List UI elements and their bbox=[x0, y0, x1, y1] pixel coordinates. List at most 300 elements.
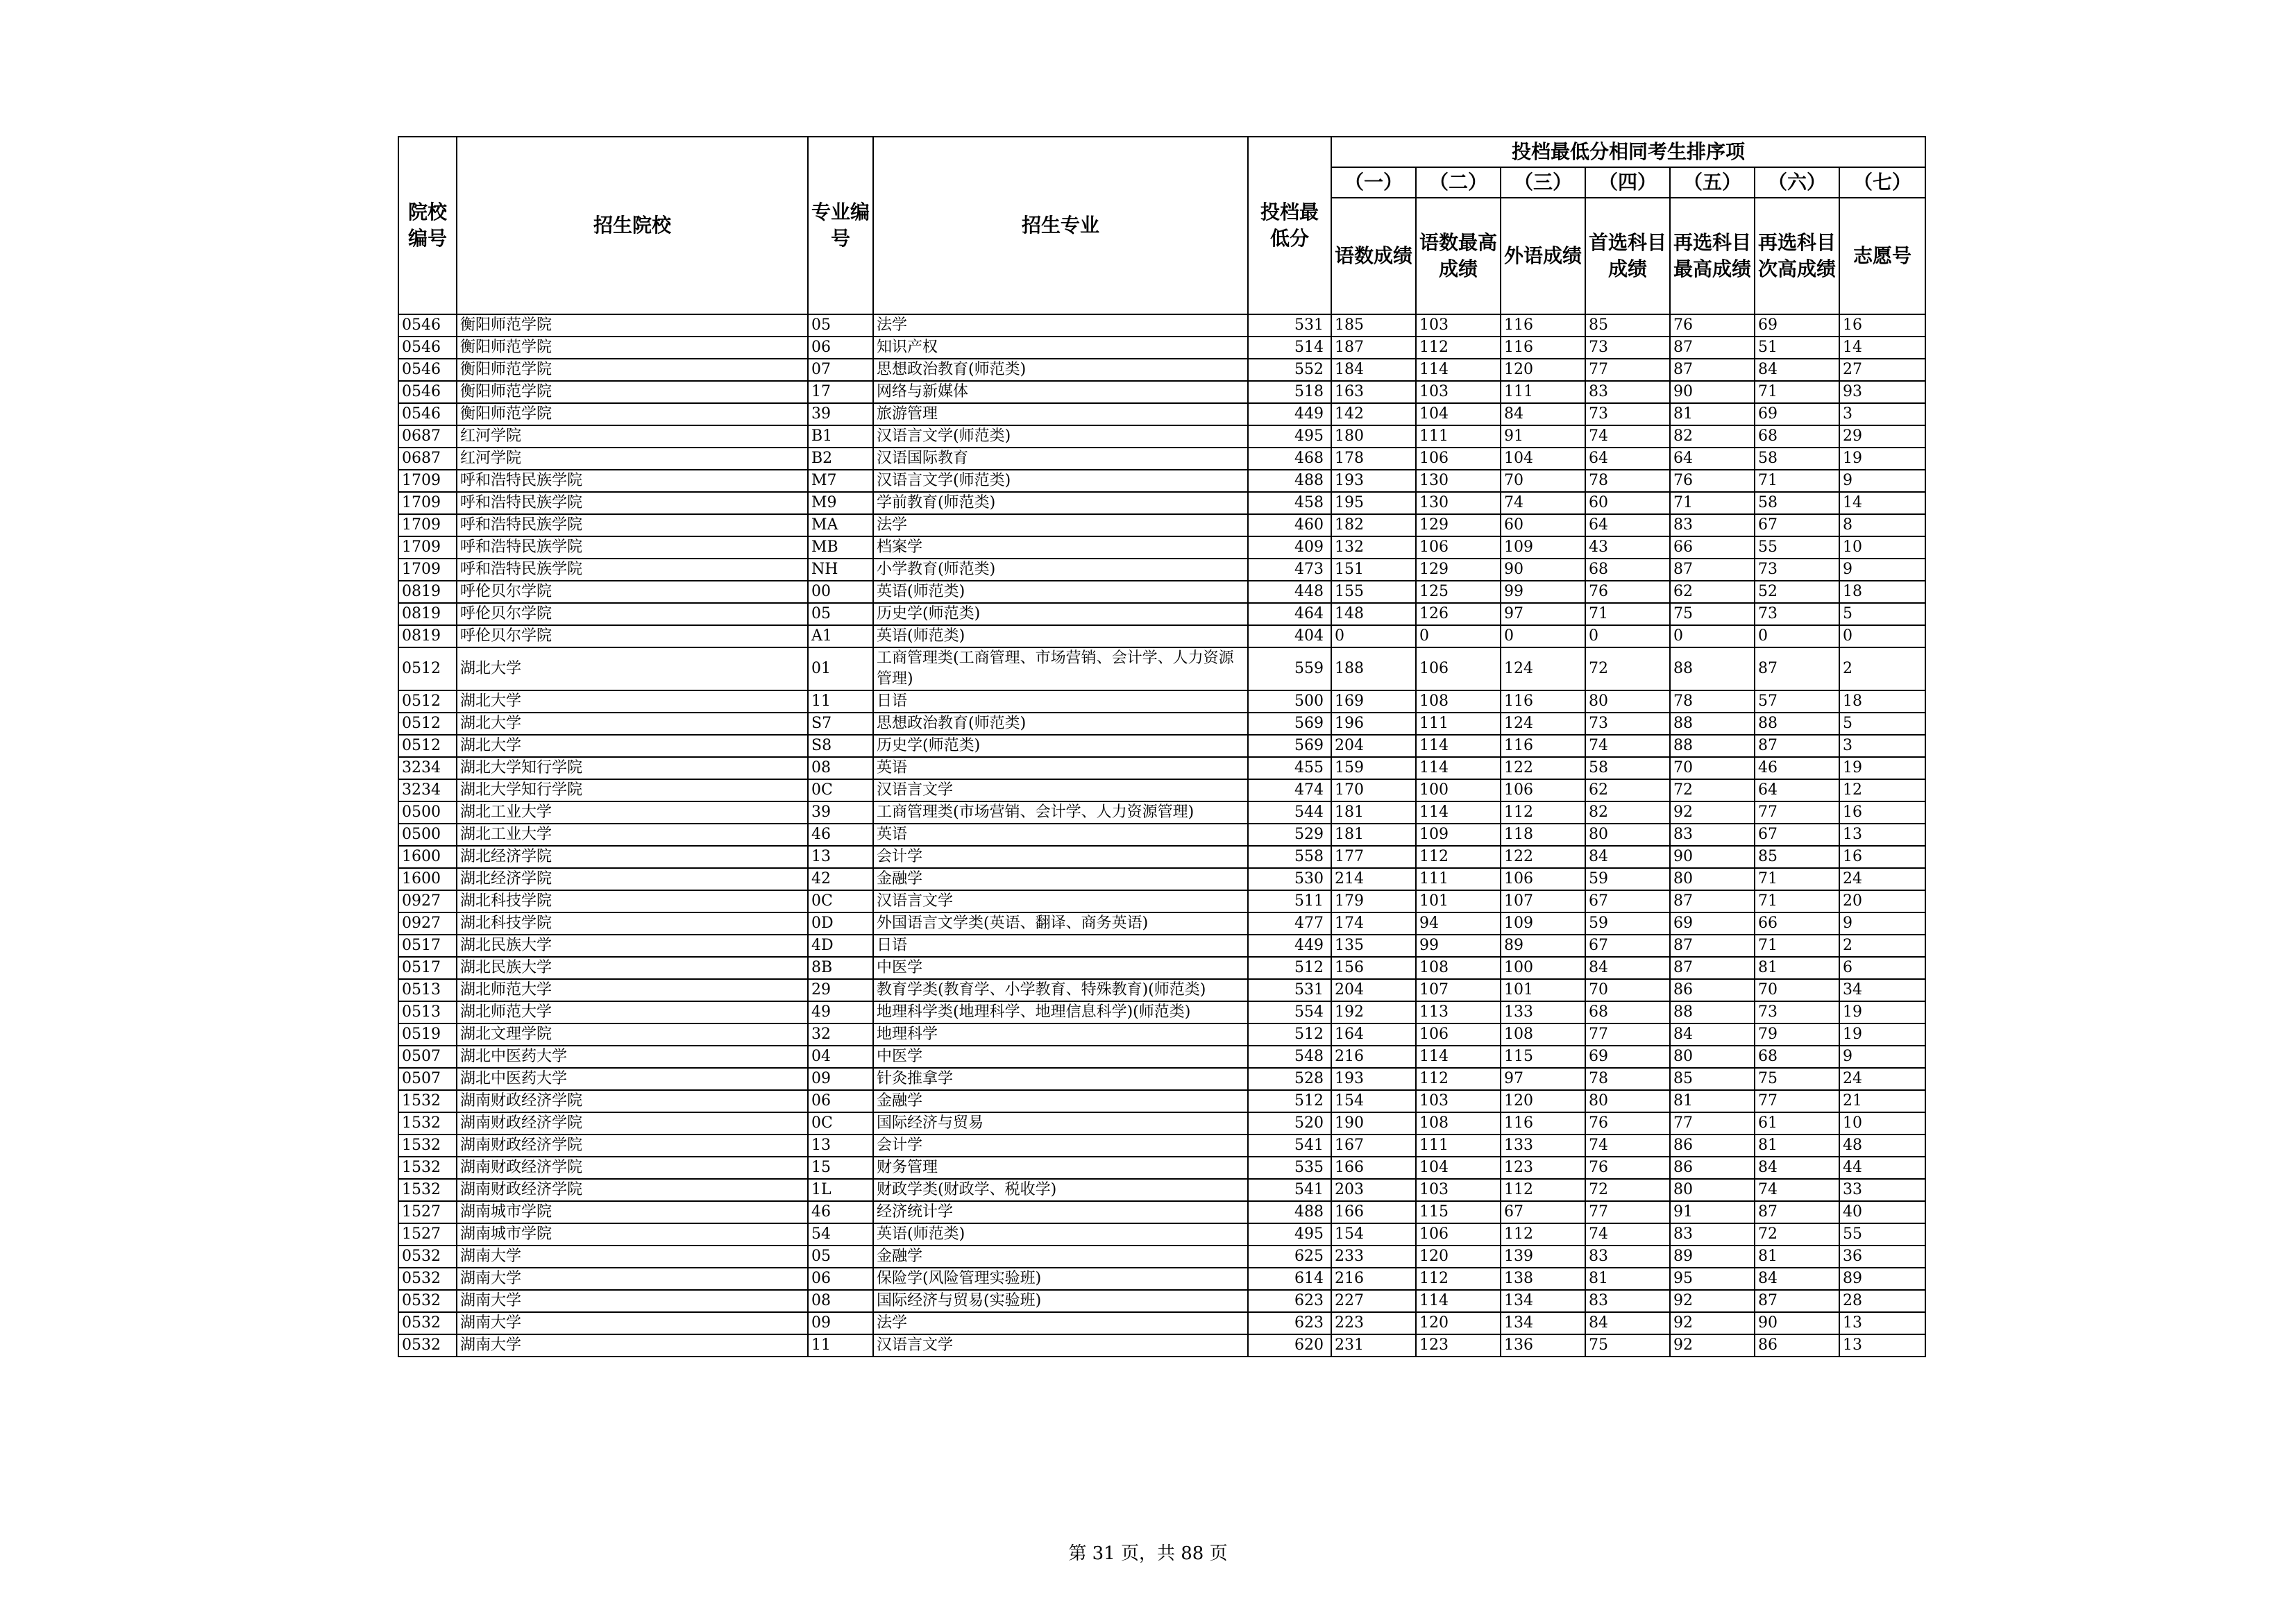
header-num-3: （三） bbox=[1501, 167, 1585, 198]
cell-school-name: 湖北文理学院 bbox=[457, 1023, 808, 1046]
cell-major-code: B1 bbox=[808, 425, 873, 448]
cell-min-score: 535 bbox=[1248, 1157, 1331, 1179]
cell-min-score: 531 bbox=[1248, 979, 1331, 1001]
cell-chinese-math-max: 104 bbox=[1416, 403, 1501, 425]
cell-school-name: 湖北民族大学 bbox=[457, 957, 808, 979]
cell-first-subject: 84 bbox=[1585, 846, 1670, 868]
cell-school-name: 红河学院 bbox=[457, 448, 808, 470]
cell-foreign-language: 90 bbox=[1501, 559, 1585, 581]
cell-chinese-math-max: 114 bbox=[1416, 801, 1501, 824]
cell-second-subject-next: 0 bbox=[1755, 625, 1839, 647]
cell-school-name: 湖南大学 bbox=[457, 1246, 808, 1268]
cell-chinese-math-max: 112 bbox=[1416, 846, 1501, 868]
header-sub-chinese-math: 语数成绩 bbox=[1331, 198, 1416, 314]
cell-min-score: 529 bbox=[1248, 824, 1331, 846]
cell-min-score: 473 bbox=[1248, 559, 1331, 581]
cell-second-subject-next: 77 bbox=[1755, 801, 1839, 824]
cell-choice-number: 14 bbox=[1839, 337, 1925, 359]
cell-choice-number: 13 bbox=[1839, 824, 1925, 846]
cell-school-name: 湖南大学 bbox=[457, 1312, 808, 1334]
cell-first-subject: 84 bbox=[1585, 1312, 1670, 1334]
cell-first-subject: 83 bbox=[1585, 1290, 1670, 1312]
cell-major-name: 汉语言文学 bbox=[873, 1334, 1248, 1357]
cell-choice-number: 18 bbox=[1839, 581, 1925, 603]
cell-second-subject-next: 86 bbox=[1755, 1334, 1839, 1357]
cell-choice-number: 24 bbox=[1839, 868, 1925, 890]
cell-second-subject-max: 70 bbox=[1670, 757, 1755, 779]
cell-first-subject: 76 bbox=[1585, 1157, 1670, 1179]
cell-foreign-language: 118 bbox=[1501, 824, 1585, 846]
cell-major-name: 英语(师范类) bbox=[873, 625, 1248, 647]
cell-second-subject-max: 81 bbox=[1670, 403, 1755, 425]
cell-school-code: 0546 bbox=[398, 314, 457, 337]
cell-second-subject-next: 71 bbox=[1755, 470, 1839, 492]
cell-school-name: 湖北中医药大学 bbox=[457, 1046, 808, 1068]
cell-major-code: 07 bbox=[808, 359, 873, 381]
cell-min-score: 495 bbox=[1248, 1223, 1331, 1246]
cell-school-code: 0927 bbox=[398, 890, 457, 912]
cell-major-name: 思想政治教育(师范类) bbox=[873, 359, 1248, 381]
cell-major-name: 历史学(师范类) bbox=[873, 735, 1248, 757]
cell-min-score: 477 bbox=[1248, 912, 1331, 935]
table-row bbox=[398, 1090, 1925, 1112]
table-row bbox=[398, 536, 1925, 559]
cell-second-subject-max: 88 bbox=[1670, 713, 1755, 735]
cell-major-code: 8B bbox=[808, 957, 873, 979]
cell-choice-number: 33 bbox=[1839, 1179, 1925, 1201]
cell-major-name: 英语(师范类) bbox=[873, 1223, 1248, 1246]
cell-major-name: 汉语言文学(师范类) bbox=[873, 470, 1248, 492]
cell-chinese-math: 185 bbox=[1331, 314, 1416, 337]
cell-major-name: 日语 bbox=[873, 690, 1248, 713]
cell-min-score: 495 bbox=[1248, 425, 1331, 448]
cell-second-subject-next: 73 bbox=[1755, 1001, 1839, 1023]
cell-chinese-math: 204 bbox=[1331, 979, 1416, 1001]
cell-second-subject-next: 46 bbox=[1755, 757, 1839, 779]
cell-school-name: 衡阳师范学院 bbox=[457, 381, 808, 403]
cell-second-subject-next: 64 bbox=[1755, 779, 1839, 801]
cell-second-subject-max: 91 bbox=[1670, 1201, 1755, 1223]
cell-school-code: 0519 bbox=[398, 1023, 457, 1046]
cell-second-subject-next: 55 bbox=[1755, 536, 1839, 559]
cell-school-code: 0512 bbox=[398, 735, 457, 757]
cell-chinese-math-max: 99 bbox=[1416, 935, 1501, 957]
cell-major-name: 教育学类(教育学、小学教育、特殊教育)(师范类) bbox=[873, 979, 1248, 1001]
cell-foreign-language: 133 bbox=[1501, 1135, 1585, 1157]
cell-school-name: 呼和浩特民族学院 bbox=[457, 470, 808, 492]
cell-min-score: 404 bbox=[1248, 625, 1331, 647]
cell-school-code: 1532 bbox=[398, 1090, 457, 1112]
cell-chinese-math: 166 bbox=[1331, 1201, 1416, 1223]
cell-chinese-math: 166 bbox=[1331, 1157, 1416, 1179]
cell-major-code: M9 bbox=[808, 492, 873, 514]
header-sub-chinese-math-max: 语数最高成绩 bbox=[1416, 198, 1501, 314]
cell-first-subject: 73 bbox=[1585, 713, 1670, 735]
cell-choice-number: 27 bbox=[1839, 359, 1925, 381]
cell-first-subject: 82 bbox=[1585, 801, 1670, 824]
cell-chinese-math: 142 bbox=[1331, 403, 1416, 425]
cell-school-code: 0500 bbox=[398, 801, 457, 824]
table-row bbox=[398, 425, 1925, 448]
cell-second-subject-max: 92 bbox=[1670, 801, 1755, 824]
cell-second-subject-max: 81 bbox=[1670, 1090, 1755, 1112]
cell-first-subject: 74 bbox=[1585, 425, 1670, 448]
cell-first-subject: 64 bbox=[1585, 448, 1670, 470]
header-school-code: 院校编号 bbox=[398, 137, 457, 314]
table-row bbox=[398, 735, 1925, 757]
cell-chinese-math-max: 108 bbox=[1416, 1112, 1501, 1135]
cell-min-score: 409 bbox=[1248, 536, 1331, 559]
cell-school-name: 衡阳师范学院 bbox=[457, 314, 808, 337]
table-row bbox=[398, 1246, 1925, 1268]
cell-second-subject-next: 67 bbox=[1755, 824, 1839, 846]
table-row bbox=[398, 603, 1925, 625]
cell-second-subject-max: 66 bbox=[1670, 536, 1755, 559]
cell-choice-number: 3 bbox=[1839, 735, 1925, 757]
cell-chinese-math-max: 130 bbox=[1416, 470, 1501, 492]
cell-min-score: 488 bbox=[1248, 470, 1331, 492]
cell-second-subject-max: 86 bbox=[1670, 1135, 1755, 1157]
cell-foreign-language: 100 bbox=[1501, 957, 1585, 979]
cell-major-name: 保险学(风险管理实验班) bbox=[873, 1268, 1248, 1290]
cell-choice-number: 3 bbox=[1839, 403, 1925, 425]
table-row bbox=[398, 470, 1925, 492]
cell-second-subject-next: 71 bbox=[1755, 868, 1839, 890]
cell-choice-number: 19 bbox=[1839, 757, 1925, 779]
cell-choice-number: 24 bbox=[1839, 1068, 1925, 1090]
cell-major-name: 历史学(师范类) bbox=[873, 603, 1248, 625]
cell-major-name: 外国语言文学类(英语、翻译、商务英语) bbox=[873, 912, 1248, 935]
cell-choice-number: 19 bbox=[1839, 1001, 1925, 1023]
cell-major-code: 54 bbox=[808, 1223, 873, 1246]
cell-chinese-math-max: 94 bbox=[1416, 912, 1501, 935]
header-sort-group: 投档最低分相同考生排序项 bbox=[1331, 137, 1925, 167]
cell-min-score: 512 bbox=[1248, 1090, 1331, 1112]
cell-first-subject: 77 bbox=[1585, 359, 1670, 381]
cell-second-subject-max: 78 bbox=[1670, 690, 1755, 713]
cell-second-subject-next: 66 bbox=[1755, 912, 1839, 935]
cell-school-code: 0513 bbox=[398, 1001, 457, 1023]
cell-chinese-math: 214 bbox=[1331, 868, 1416, 890]
cell-major-code: 13 bbox=[808, 846, 873, 868]
cell-major-code: 46 bbox=[808, 1201, 873, 1223]
cell-second-subject-next: 70 bbox=[1755, 979, 1839, 1001]
cell-min-score: 559 bbox=[1248, 647, 1331, 690]
cell-chinese-math: 193 bbox=[1331, 470, 1416, 492]
cell-school-name: 湖北经济学院 bbox=[457, 846, 808, 868]
cell-foreign-language: 136 bbox=[1501, 1334, 1585, 1357]
cell-major-code: 09 bbox=[808, 1312, 873, 1334]
cell-major-code: 05 bbox=[808, 603, 873, 625]
cell-second-subject-next: 75 bbox=[1755, 1068, 1839, 1090]
cell-second-subject-next: 87 bbox=[1755, 735, 1839, 757]
header-num-2: （二） bbox=[1416, 167, 1501, 198]
table-row bbox=[398, 1046, 1925, 1068]
cell-chinese-math: 216 bbox=[1331, 1046, 1416, 1068]
cell-school-code: 0819 bbox=[398, 603, 457, 625]
cell-chinese-math: 148 bbox=[1331, 603, 1416, 625]
cell-first-subject: 80 bbox=[1585, 824, 1670, 846]
cell-major-name: 法学 bbox=[873, 1312, 1248, 1334]
cell-foreign-language: 112 bbox=[1501, 801, 1585, 824]
cell-chinese-math: 151 bbox=[1331, 559, 1416, 581]
cell-foreign-language: 124 bbox=[1501, 713, 1585, 735]
cell-choice-number: 0 bbox=[1839, 625, 1925, 647]
table-row bbox=[398, 912, 1925, 935]
cell-foreign-language: 116 bbox=[1501, 735, 1585, 757]
cell-second-subject-max: 92 bbox=[1670, 1290, 1755, 1312]
cell-foreign-language: 91 bbox=[1501, 425, 1585, 448]
cell-major-name: 工商管理类(工商管理、市场营销、会计学、人力资源管理) bbox=[873, 647, 1248, 690]
cell-major-code: 42 bbox=[808, 868, 873, 890]
cell-min-score: 614 bbox=[1248, 1268, 1331, 1290]
cell-school-name: 湖南财政经济学院 bbox=[457, 1157, 808, 1179]
cell-major-code: 08 bbox=[808, 1290, 873, 1312]
cell-chinese-math-max: 106 bbox=[1416, 536, 1501, 559]
cell-school-name: 湖北大学 bbox=[457, 647, 808, 690]
cell-major-code: 32 bbox=[808, 1023, 873, 1046]
cell-major-code: 49 bbox=[808, 1001, 873, 1023]
cell-first-subject: 58 bbox=[1585, 757, 1670, 779]
cell-school-name: 呼伦贝尔学院 bbox=[457, 625, 808, 647]
cell-min-score: 518 bbox=[1248, 381, 1331, 403]
cell-school-name: 湖南财政经济学院 bbox=[457, 1179, 808, 1201]
table-row bbox=[398, 1201, 1925, 1223]
cell-first-subject: 67 bbox=[1585, 890, 1670, 912]
cell-foreign-language: 74 bbox=[1501, 492, 1585, 514]
cell-major-name: 中医学 bbox=[873, 1046, 1248, 1068]
cell-major-name: 旅游管理 bbox=[873, 403, 1248, 425]
cell-chinese-math: 193 bbox=[1331, 1068, 1416, 1090]
header-sub-first-subject: 首选科目成绩 bbox=[1585, 198, 1670, 314]
cell-second-subject-max: 87 bbox=[1670, 337, 1755, 359]
cell-first-subject: 0 bbox=[1585, 625, 1670, 647]
cell-major-code: 06 bbox=[808, 1090, 873, 1112]
cell-choice-number: 28 bbox=[1839, 1290, 1925, 1312]
cell-chinese-math-max: 115 bbox=[1416, 1201, 1501, 1223]
cell-school-name: 湖北中医药大学 bbox=[457, 1068, 808, 1090]
cell-second-subject-max: 64 bbox=[1670, 448, 1755, 470]
cell-second-subject-next: 69 bbox=[1755, 314, 1839, 337]
cell-second-subject-next: 51 bbox=[1755, 337, 1839, 359]
header-num-1: （一） bbox=[1331, 167, 1416, 198]
cell-major-code: 39 bbox=[808, 403, 873, 425]
cell-choice-number: 2 bbox=[1839, 935, 1925, 957]
cell-first-subject: 75 bbox=[1585, 1334, 1670, 1357]
cell-school-name: 呼和浩特民族学院 bbox=[457, 514, 808, 536]
cell-chinese-math-max: 125 bbox=[1416, 581, 1501, 603]
cell-chinese-math-max: 106 bbox=[1416, 1223, 1501, 1246]
cell-chinese-math-max: 106 bbox=[1416, 1023, 1501, 1046]
cell-chinese-math: 156 bbox=[1331, 957, 1416, 979]
cell-school-code: 1709 bbox=[398, 470, 457, 492]
cell-first-subject: 80 bbox=[1585, 1090, 1670, 1112]
cell-major-code: MB bbox=[808, 536, 873, 559]
cell-chinese-math-max: 103 bbox=[1416, 314, 1501, 337]
cell-chinese-math-max: 107 bbox=[1416, 979, 1501, 1001]
cell-school-name: 湖北工业大学 bbox=[457, 801, 808, 824]
cell-min-score: 449 bbox=[1248, 403, 1331, 425]
cell-min-score: 468 bbox=[1248, 448, 1331, 470]
cell-chinese-math: 159 bbox=[1331, 757, 1416, 779]
cell-chinese-math-max: 101 bbox=[1416, 890, 1501, 912]
cell-second-subject-next: 71 bbox=[1755, 381, 1839, 403]
cell-second-subject-max: 0 bbox=[1670, 625, 1755, 647]
cell-second-subject-max: 87 bbox=[1670, 559, 1755, 581]
cell-foreign-language: 89 bbox=[1501, 935, 1585, 957]
cell-foreign-language: 122 bbox=[1501, 757, 1585, 779]
cell-second-subject-max: 87 bbox=[1670, 890, 1755, 912]
cell-chinese-math-max: 108 bbox=[1416, 690, 1501, 713]
cell-choice-number: 19 bbox=[1839, 1023, 1925, 1046]
cell-choice-number: 10 bbox=[1839, 1112, 1925, 1135]
cell-school-name: 呼和浩特民族学院 bbox=[457, 536, 808, 559]
cell-school-code: 1709 bbox=[398, 536, 457, 559]
cell-min-score: 620 bbox=[1248, 1334, 1331, 1357]
cell-school-code: 1532 bbox=[398, 1135, 457, 1157]
cell-second-subject-next: 68 bbox=[1755, 425, 1839, 448]
cell-school-code: 0517 bbox=[398, 957, 457, 979]
cell-choice-number: 9 bbox=[1839, 1046, 1925, 1068]
table-row bbox=[398, 581, 1925, 603]
cell-major-name: 地理科学类(地理科学、地理信息科学)(师范类) bbox=[873, 1001, 1248, 1023]
cell-chinese-math: 169 bbox=[1331, 690, 1416, 713]
cell-school-name: 衡阳师范学院 bbox=[457, 403, 808, 425]
cell-chinese-math: 154 bbox=[1331, 1090, 1416, 1112]
cell-major-code: S7 bbox=[808, 713, 873, 735]
cell-school-name: 呼伦贝尔学院 bbox=[457, 603, 808, 625]
cell-school-name: 衡阳师范学院 bbox=[457, 359, 808, 381]
cell-second-subject-next: 85 bbox=[1755, 846, 1839, 868]
table-row bbox=[398, 559, 1925, 581]
cell-chinese-math-max: 108 bbox=[1416, 957, 1501, 979]
cell-choice-number: 29 bbox=[1839, 425, 1925, 448]
header-sub-choice-number: 志愿号 bbox=[1839, 198, 1925, 314]
cell-school-code: 0507 bbox=[398, 1046, 457, 1068]
cell-first-subject: 62 bbox=[1585, 779, 1670, 801]
cell-min-score: 449 bbox=[1248, 935, 1331, 957]
cell-major-name: 会计学 bbox=[873, 1135, 1248, 1157]
cell-min-score: 623 bbox=[1248, 1312, 1331, 1334]
cell-foreign-language: 112 bbox=[1501, 1223, 1585, 1246]
cell-school-name: 湖北师范大学 bbox=[457, 1001, 808, 1023]
cell-second-subject-max: 83 bbox=[1670, 1223, 1755, 1246]
cell-chinese-math: 195 bbox=[1331, 492, 1416, 514]
cell-school-code: 0687 bbox=[398, 425, 457, 448]
cell-second-subject-max: 72 bbox=[1670, 779, 1755, 801]
cell-choice-number: 13 bbox=[1839, 1334, 1925, 1357]
cell-first-subject: 77 bbox=[1585, 1201, 1670, 1223]
cell-major-name: 日语 bbox=[873, 935, 1248, 957]
cell-school-name: 湖北大学知行学院 bbox=[457, 757, 808, 779]
cell-foreign-language: 99 bbox=[1501, 581, 1585, 603]
cell-second-subject-max: 86 bbox=[1670, 979, 1755, 1001]
table-row bbox=[398, 1157, 1925, 1179]
cell-second-subject-next: 84 bbox=[1755, 1268, 1839, 1290]
cell-choice-number: 9 bbox=[1839, 912, 1925, 935]
cell-second-subject-max: 75 bbox=[1670, 603, 1755, 625]
cell-school-code: 0819 bbox=[398, 625, 457, 647]
cell-major-code: 01 bbox=[808, 647, 873, 690]
cell-min-score: 512 bbox=[1248, 957, 1331, 979]
cell-major-code: 0C bbox=[808, 890, 873, 912]
header-num-4: （四） bbox=[1585, 167, 1670, 198]
table-row bbox=[398, 514, 1925, 536]
cell-school-code: 0507 bbox=[398, 1068, 457, 1090]
cell-chinese-math: 187 bbox=[1331, 337, 1416, 359]
cell-major-code: 06 bbox=[808, 337, 873, 359]
cell-major-name: 金融学 bbox=[873, 868, 1248, 890]
cell-major-code: NH bbox=[808, 559, 873, 581]
cell-choice-number: 48 bbox=[1839, 1135, 1925, 1157]
cell-school-name: 湖南财政经济学院 bbox=[457, 1112, 808, 1135]
cell-min-score: 544 bbox=[1248, 801, 1331, 824]
cell-min-score: 458 bbox=[1248, 492, 1331, 514]
cell-major-code: 1L bbox=[808, 1179, 873, 1201]
cell-second-subject-next: 87 bbox=[1755, 1201, 1839, 1223]
cell-school-code: 0532 bbox=[398, 1334, 457, 1357]
cell-chinese-math: 203 bbox=[1331, 1179, 1416, 1201]
cell-second-subject-max: 76 bbox=[1670, 470, 1755, 492]
cell-second-subject-next: 77 bbox=[1755, 1090, 1839, 1112]
cell-min-score: 528 bbox=[1248, 1068, 1331, 1090]
cell-chinese-math-max: 103 bbox=[1416, 381, 1501, 403]
cell-second-subject-max: 80 bbox=[1670, 1179, 1755, 1201]
cell-foreign-language: 138 bbox=[1501, 1268, 1585, 1290]
cell-major-code: 05 bbox=[808, 314, 873, 337]
cell-school-name: 湖北大学 bbox=[457, 713, 808, 735]
cell-choice-number: 16 bbox=[1839, 801, 1925, 824]
cell-second-subject-next: 87 bbox=[1755, 647, 1839, 690]
cell-first-subject: 74 bbox=[1585, 1135, 1670, 1157]
cell-chinese-math-max: 104 bbox=[1416, 1157, 1501, 1179]
cell-school-name: 湖南大学 bbox=[457, 1334, 808, 1357]
cell-school-name: 湖北大学 bbox=[457, 690, 808, 713]
cell-min-score: 569 bbox=[1248, 713, 1331, 735]
cell-major-name: 财务管理 bbox=[873, 1157, 1248, 1179]
cell-chinese-math-max: 114 bbox=[1416, 1046, 1501, 1068]
cell-school-name: 湖北大学 bbox=[457, 735, 808, 757]
cell-major-code: 15 bbox=[808, 1157, 873, 1179]
cell-foreign-language: 134 bbox=[1501, 1312, 1585, 1334]
cell-major-code: 29 bbox=[808, 979, 873, 1001]
cell-major-name: 法学 bbox=[873, 514, 1248, 536]
table-row bbox=[398, 1112, 1925, 1135]
cell-first-subject: 74 bbox=[1585, 1223, 1670, 1246]
cell-chinese-math-max: 120 bbox=[1416, 1246, 1501, 1268]
cell-choice-number: 8 bbox=[1839, 514, 1925, 536]
cell-first-subject: 73 bbox=[1585, 403, 1670, 425]
cell-choice-number: 19 bbox=[1839, 448, 1925, 470]
cell-min-score: 520 bbox=[1248, 1112, 1331, 1135]
header-num-6: （六） bbox=[1755, 167, 1839, 198]
cell-chinese-math: 204 bbox=[1331, 735, 1416, 757]
cell-foreign-language: 70 bbox=[1501, 470, 1585, 492]
cell-second-subject-max: 88 bbox=[1670, 735, 1755, 757]
cell-chinese-math-max: 111 bbox=[1416, 425, 1501, 448]
cell-second-subject-max: 77 bbox=[1670, 1112, 1755, 1135]
cell-first-subject: 81 bbox=[1585, 1268, 1670, 1290]
cell-second-subject-max: 92 bbox=[1670, 1334, 1755, 1357]
header-major: 招生专业 bbox=[873, 137, 1248, 314]
cell-second-subject-next: 84 bbox=[1755, 1157, 1839, 1179]
cell-chinese-math: 167 bbox=[1331, 1135, 1416, 1157]
cell-second-subject-next: 90 bbox=[1755, 1312, 1839, 1334]
cell-second-subject-next: 61 bbox=[1755, 1112, 1839, 1135]
cell-chinese-math: 196 bbox=[1331, 713, 1416, 735]
header-major-code: 专业编号 bbox=[808, 137, 873, 314]
cell-second-subject-next: 84 bbox=[1755, 359, 1839, 381]
